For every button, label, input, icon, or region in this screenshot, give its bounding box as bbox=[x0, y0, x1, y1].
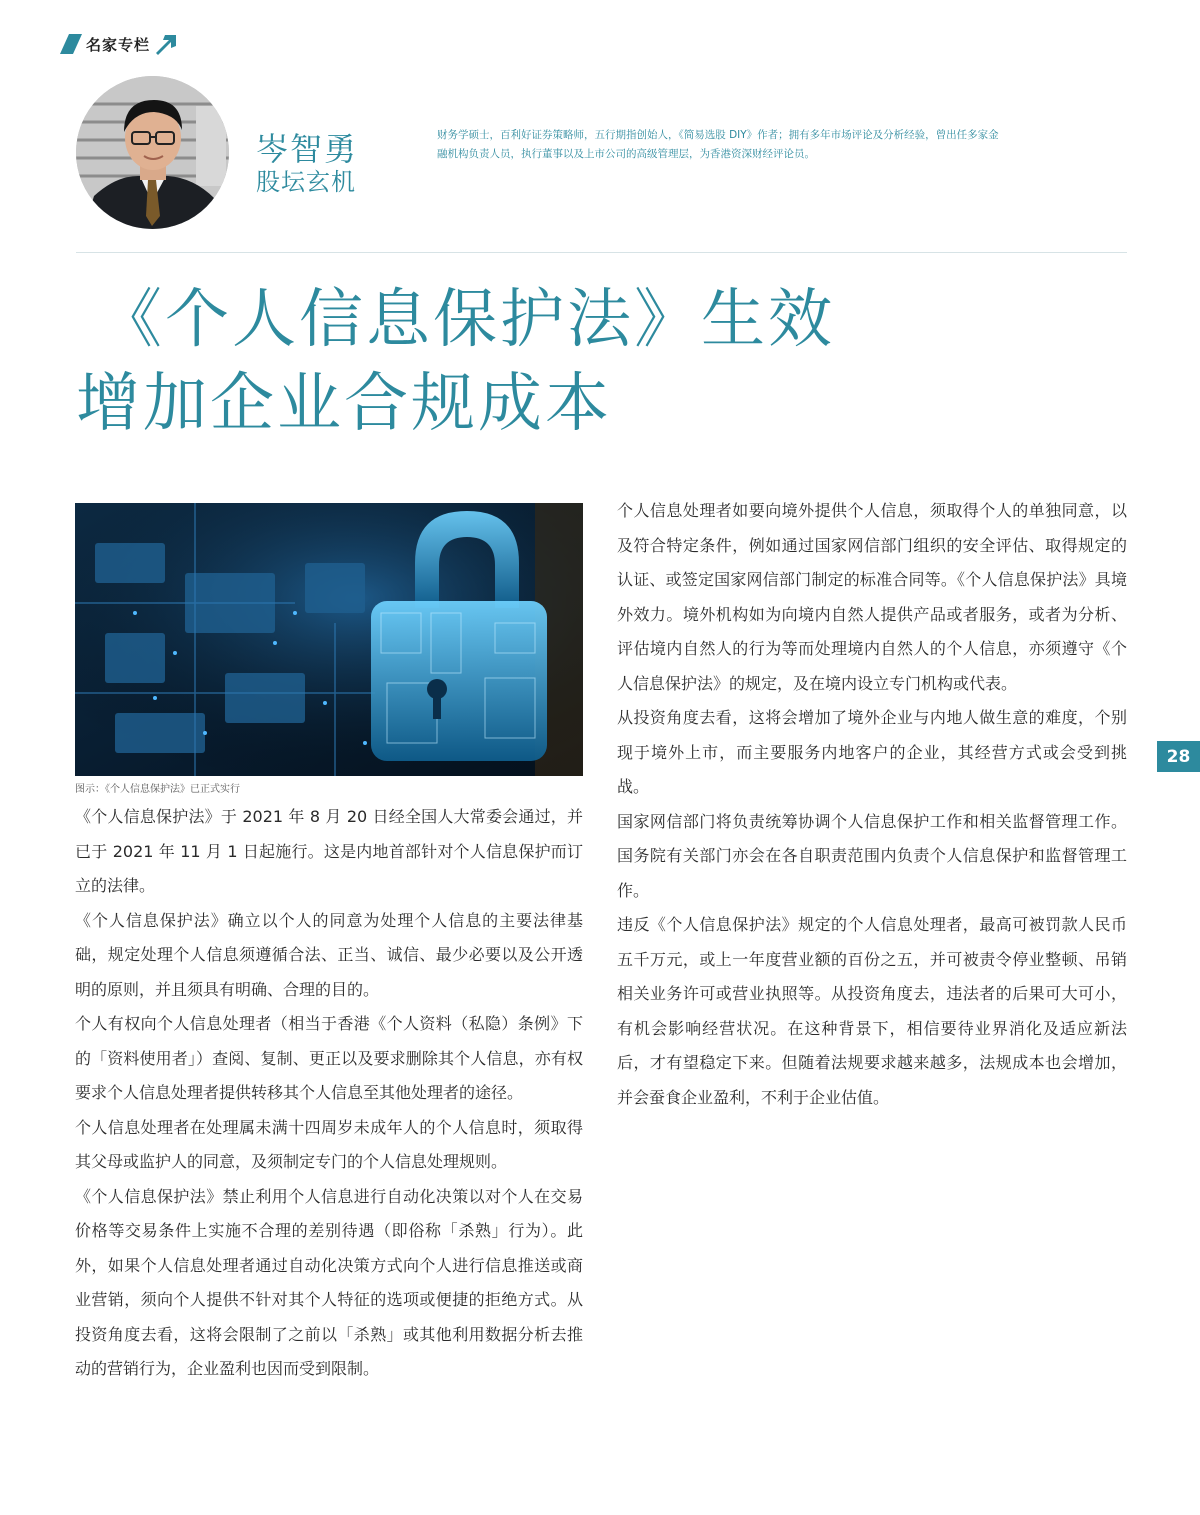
arrow-up-right-icon bbox=[156, 33, 178, 55]
paragraph: 《个人信息保护法》于 2021 年 8 月 20 日经全国人大常委会通过，并已于 2021 年 11 月 1 日起施行。这是内地首部针对个人信息保护而订立的法律。 bbox=[75, 807, 583, 895]
page-number: 28 bbox=[1157, 741, 1200, 772]
column-name: 股坛玄机 bbox=[256, 168, 356, 196]
title-line-2: 增加企业合规成本 bbox=[76, 367, 612, 441]
paragraph: 《个人信息保护法》禁止利用个人信息进行自动化决策以对个人在交易价格等交易条件上实施不合理的差别待遇（即俗称「杀熟」行为）。此外，如果个人信息处理者通过自动化决策方式向个人进行信息推送或商业营销，须向个人提供不针对其个人特征的选项或便捷的拒绝方式。从投资角度去看，这将会限制了之前以「杀熟」或其他利用数据分析去推动的营销行为，企业盈利也因而受到限制。 bbox=[75, 1186, 583, 1378]
divider bbox=[76, 252, 1127, 253]
paragraph: 个人有权向个人信息处理者（相当于香港《个人资料（私隐）条例》下的「资料使用者」）查阅、复制、更正以及要求删除其个人信息，亦有权要求个人信息处理者提供转移其个人信息至其他处理者的途径。 bbox=[75, 1014, 583, 1102]
paragraph: 国家网信部门将负责统筹协调个人信息保护工作和相关监督管理工作。国务院有关部门亦会在各自职责范围内负责个人信息保护和监督管理工作。 bbox=[617, 811, 1127, 900]
author-portrait bbox=[76, 76, 229, 229]
paragraph: 个人信息处理者在处理属未满十四周岁未成年人的个人信息时，须取得其父母或监护人的同意，及须制定专门的个人信息处理规则。 bbox=[75, 1117, 583, 1171]
section-label: 名家专栏 bbox=[86, 35, 151, 54]
author-name: 岑智勇 bbox=[256, 130, 359, 168]
article-title bbox=[76, 278, 1136, 446]
body-column-right bbox=[617, 494, 1127, 1115]
article-image-padlock bbox=[75, 503, 583, 776]
slash-icon bbox=[60, 34, 82, 54]
paragraph: 《个人信息保护法》确立以个人的同意为处理个人信息的主要法律基础，规定处理个人信息须遵循合法、正当、诚信、最少必要以及公开透明的原则，并且须具有明确、合理的目的。 bbox=[75, 910, 583, 999]
paragraph: 个人信息处理者如要向境外提供个人信息，须取得个人的单独同意，以及符合特定条件，例如通过国家网信部门组织的安全评估、取得规定的认证、或签定国家网信部门制定的标准合同等。《个人信息保护法》具境外效力。境外机构如为向境内自然人提供产品或者服务，或者为分析、评估境内自然人的行为等而处理境内自然人的个人信息，亦须遵守《个人信息保护法》的规定，及在境内设立专门机构或代表。 bbox=[617, 501, 1127, 693]
title-line-1: 《个人信息保护法》生效 bbox=[98, 283, 835, 357]
figure-caption: 图示：《个人信息保护法》已正式实行 bbox=[75, 784, 240, 795]
section-tag bbox=[60, 32, 178, 56]
body-column-left bbox=[75, 800, 583, 1387]
paragraph: 从投资角度去看，这将会增加了境外企业与内地人做生意的难度，个别现于境外上市，而主要服务内地客户的企业，其经营方式或会受到挑战。 bbox=[617, 708, 1127, 796]
paragraph: 违反《个人信息保护法》规定的个人信息处理者，最高可被罚款人民币五千万元，或上一年度营业额的百份之五，并可被责令停业整顿、吊销相关业务许可或营业执照等。从投资角度去，违法者的后果可大可小，有机会影响经营状况。在这种背景下，相信要待业界消化及适应新法后，才有望稳定下来。但随着法规要求越来越多，法规成本也会增加，并会蚕食企业盈利，不利于企业估值。 bbox=[617, 915, 1127, 1107]
author-bio: 财务学硕士，百利好证券策略师，五行期指创始人，《简易选股 DIY》作者；拥有多年市场评论及分析经验，曾出任多家金融机构负责人员，执行董事以及上市公司的高级管理层，为香港资深财经评论员。 bbox=[437, 129, 999, 160]
